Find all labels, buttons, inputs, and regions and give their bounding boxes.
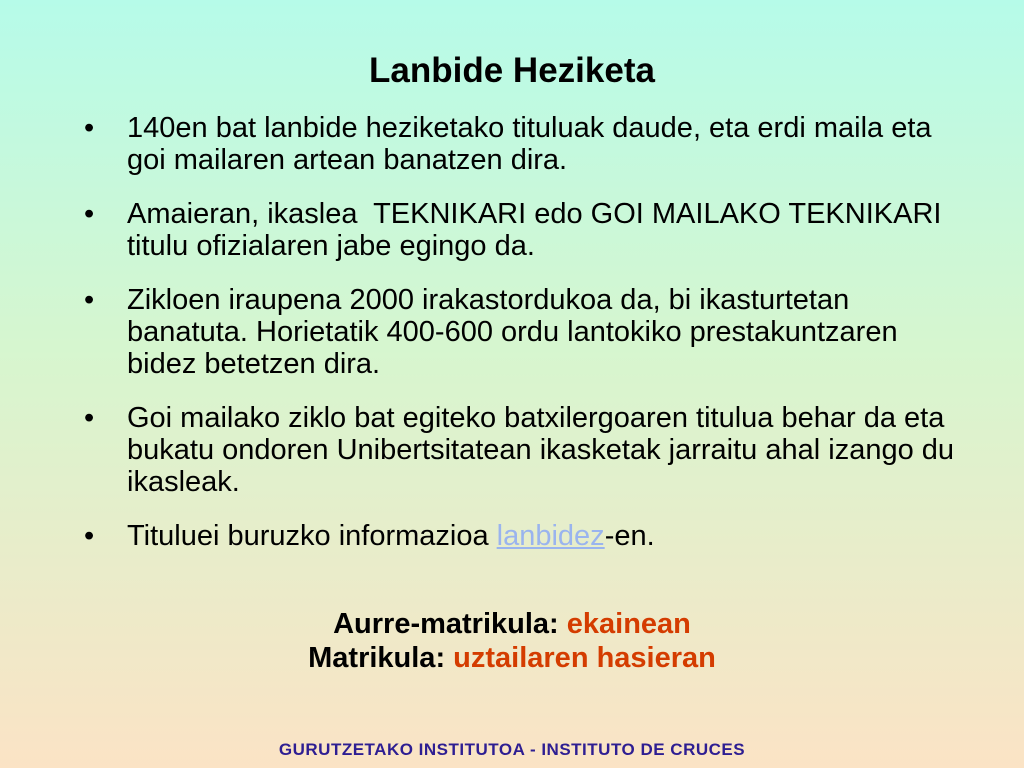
bullet-dot-icon: • <box>84 520 95 552</box>
bullet-dot-icon: • <box>84 112 95 144</box>
bullet-item <box>84 112 964 176</box>
bullet-text: Goi mailako ziklo bat egiteko batxilergoaren titulua behar da eta bukatu ondoren Unibertsitatean ikasketak jarraitu ahal izango du ikasleak. <box>127 402 955 498</box>
bullet-text-suffix: -en. <box>604 520 655 552</box>
page-title: Lanbide Heziketa <box>369 51 655 90</box>
bullet-item <box>84 198 964 262</box>
bullet-dot-icon: • <box>84 284 95 316</box>
registration-label: Matrikula: <box>308 642 454 674</box>
bullet-text: Zikloen iraupena 2000 irakastordukoa da, bi ikasturtetan banatuta. Horietatik 400-600 ordu lantokiko prestakuntzaren bidez betetzen dira. <box>127 284 898 380</box>
bullet-list <box>84 112 964 574</box>
lanbidez-link[interactable]: lanbidez <box>496 520 605 552</box>
pre-registration-value: ekainean <box>566 608 691 640</box>
registration-value: uztailaren hasieran <box>453 642 716 674</box>
bullet-text: Amaieran, ikaslea TEKNIKARI edo GOI MAILAKO TEKNIKARI titulu ofizialaren jabe egingo da. <box>127 198 950 262</box>
bullet-item <box>84 402 964 498</box>
bullet-item <box>84 284 964 380</box>
registration-info <box>0 607 1024 675</box>
bullet-dot-icon: • <box>84 198 95 230</box>
bullet-item <box>84 520 964 552</box>
bullet-text: 140en bat lanbide heziketako tituluak daude, eta erdi maila eta goi mailaren artean banatzen dira. <box>127 112 932 176</box>
bullet-dot-icon: • <box>84 402 95 434</box>
footer-school-name: GURUTZETAKO INSTITUTOA - INSTITUTO DE CRUCES <box>278 740 746 759</box>
pre-registration-line <box>0 607 1024 641</box>
bullet-text-prefix: Tituluei buruzko informazioa <box>127 520 497 552</box>
pre-registration-label: Aurre-matrikula: <box>333 608 567 640</box>
registration-line <box>0 641 1024 675</box>
